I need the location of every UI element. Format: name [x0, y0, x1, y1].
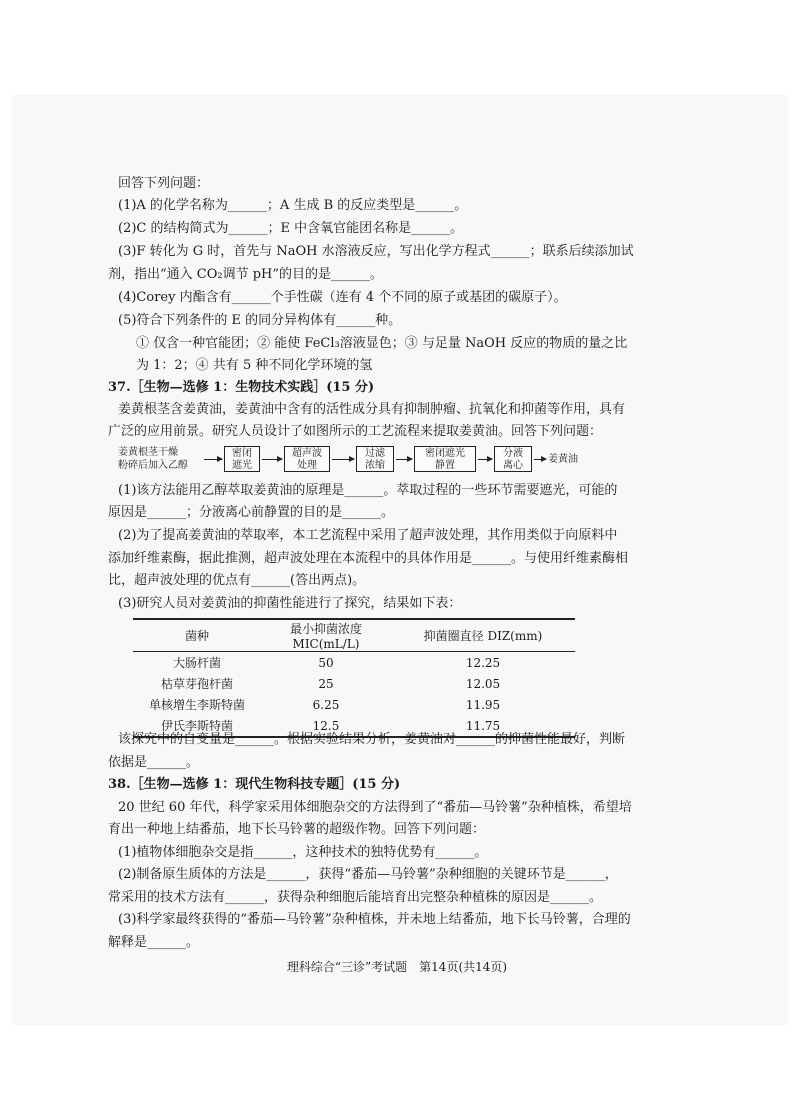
- table-cell: 12.5: [312, 718, 340, 733]
- flow-step-text: 超声波: [292, 448, 322, 459]
- antibacterial-table: [133, 618, 575, 738]
- q5-conditions-1: ① 仅含一种官能团；② 能使 FeCl₃溶液显色；③ 与足量 NaOH 反应的物质的量之比: [136, 336, 628, 351]
- table-header: 菌种: [184, 629, 209, 643]
- q5-line: (5)符合下列条件的 E 的同分异构体有______种。: [118, 313, 402, 328]
- s38-q3-line-2: 解释是______。: [108, 935, 200, 950]
- s37-q3-line: (3)研究人员对姜黄油的抑菌性能进行了探究，结果如下表：: [118, 596, 462, 611]
- flow-arrow: [396, 459, 412, 460]
- q4-line: (4)Corey 内酯含有______个手性碳（连有 4 个不同的原子或基团的碳原子）。: [118, 290, 567, 305]
- s37-q2-line-2: 添加纤维素酶，据此推测，超声波处理在本流程中的具体作用是______。与使用纤维素酶相: [108, 551, 629, 566]
- intro-line: 回答下列问题：: [118, 176, 210, 191]
- table-cell: 伊氏李斯特菌: [160, 719, 233, 733]
- page-footer: 理科综合“三诊”考试题 第14页(共14页): [286, 960, 508, 974]
- table-row: [133, 673, 575, 694]
- table-row: [133, 694, 575, 715]
- table-cell: 11.95: [465, 697, 501, 712]
- flow-arrow: [478, 459, 492, 460]
- table-cell: 25: [318, 676, 334, 691]
- flow-step-centrifuge: [494, 446, 532, 472]
- table-cell: 12.05: [465, 676, 501, 691]
- s37-intro-1: 姜黄根茎含姜黄油，姜黄油中含有的活性成分具有抑制肿瘤、抗氧化和抑菌等作用，具有: [118, 402, 626, 417]
- s38-q3-line-1: (3)科学家最终获得的“番茄—马铃薯”杂种植株，并未地上结番茄，地下长马铃薯，合理的: [118, 912, 631, 927]
- table-header: 抑菌圈直径 DIZ(mm): [423, 629, 543, 643]
- s37-q3-answer-1: 该探究中的自变量是______。根据实验结果分析，姜黄油对______的抑菌性能最好，判断: [118, 732, 626, 747]
- flow-start-2: 粉碎后加入乙醇: [118, 460, 188, 471]
- s37-q2-line-1: (2)为了提高姜黄油的萃取率，本工艺流程中采用了超声波处理，其作用类似于向原料中: [118, 528, 618, 543]
- flow-step-seal-dark: [224, 446, 260, 472]
- s38-intro-1: 20 世纪 60 年代，科学家采用体细胞杂交的方法得到了“番茄—马铃薯”杂种植株，希望培: [118, 800, 632, 815]
- flow-step-ultrasound: [284, 446, 330, 472]
- table-cell: 11.75: [465, 718, 501, 733]
- q5-conditions-2: 为 1：2；④ 共有 5 种不同化学环境的氢: [136, 358, 373, 373]
- table-cell: 枯草芽孢杆菌: [160, 677, 233, 691]
- q3-line-2: 剂，指出“通入 CO₂调节 pH”的目的是______。: [108, 267, 384, 282]
- flow-step-rest: [414, 446, 476, 472]
- flow-step-text: 处理: [297, 460, 317, 471]
- q1-line: (1)A 的化学名称为______；A 生成 B 的反应类型是______。: [118, 198, 468, 213]
- flow-step-text: 浓缩: [365, 460, 385, 471]
- table-header: 最小抑菌浓度 MIC(mL/L): [289, 622, 362, 651]
- flow-step-filter: [356, 446, 394, 472]
- s38-q1-line: (1)植物体细胞杂交是指______，这种技术的独特优势有______。: [118, 845, 488, 860]
- q3-line-1: (3)F 转化为 G 时，首先与 NaOH 水溶液反应，写出化学方程式______；联系后续添加试: [118, 244, 634, 259]
- s38-q2-line-2: 常采用的技术方法有______，获得杂种细胞后能培育出完整杂种植株的原因是______。: [108, 890, 603, 905]
- flow-end: 姜黄油: [548, 454, 578, 465]
- table-cell: 12.25: [465, 655, 501, 670]
- flow-step-text: 密闭: [232, 448, 252, 459]
- flow-arrow: [534, 459, 546, 460]
- flow-arrow: [204, 459, 222, 460]
- flow-start-1: 姜黄根茎干燥: [118, 447, 178, 458]
- table-header-row: [133, 619, 575, 652]
- s37-q1-line-1: (1)该方法能用乙醇萃取姜黄油的原理是______。萃取过程的一些环节需要遮光，可能的: [118, 483, 618, 498]
- flow-arrow: [332, 459, 354, 460]
- section-37-title: 37.［生物—选修 1：生物技术实践］(15 分): [108, 380, 375, 395]
- s37-intro-2: 广泛的应用前景。研究人员设计了如图所示的工艺流程来提取姜黄油。回答下列问题：: [108, 424, 603, 439]
- flow-step-text: 遮光: [232, 460, 252, 471]
- flow-step-text: 过滤: [365, 448, 385, 459]
- process-flowchart: [118, 445, 638, 477]
- q2-line: (2)C 的结构简式为______；E 中含氧官能团名称是______。: [118, 221, 464, 236]
- flow-step-text: 密闭遮光: [425, 448, 465, 459]
- table-cell: 50: [318, 655, 334, 670]
- s37-q3-answer-2: 依据是______。: [108, 755, 200, 770]
- table-row: [133, 652, 575, 674]
- flow-arrow: [262, 459, 282, 460]
- s37-q1-line-2: 原因是______；分液离心前静置的目的是______。: [108, 505, 395, 520]
- flow-step-text: 离心: [503, 460, 523, 471]
- s37-q2-line-3: 比，超声波处理的优点有______(答出两点)。: [108, 573, 366, 588]
- table-cell: 大肠杆菌: [172, 656, 221, 670]
- s38-intro-2: 育出一种地上结番茄，地下长马铃薯的超级作物。回答下列问题：: [108, 822, 486, 837]
- table-cell: 6.25: [312, 697, 340, 712]
- flow-step-text: 静置: [435, 460, 455, 471]
- flow-step-text: 分液: [503, 448, 523, 459]
- table-cell: 单核增生李斯特菌: [148, 698, 245, 712]
- section-38-title: 38.［生物—选修 1：现代生物科技专题］(15 分): [108, 777, 401, 792]
- s38-q2-line-1: (2)制备原生质体的方法是______，获得“番茄—马铃薯”杂种细胞的关键环节是______，: [118, 867, 618, 882]
